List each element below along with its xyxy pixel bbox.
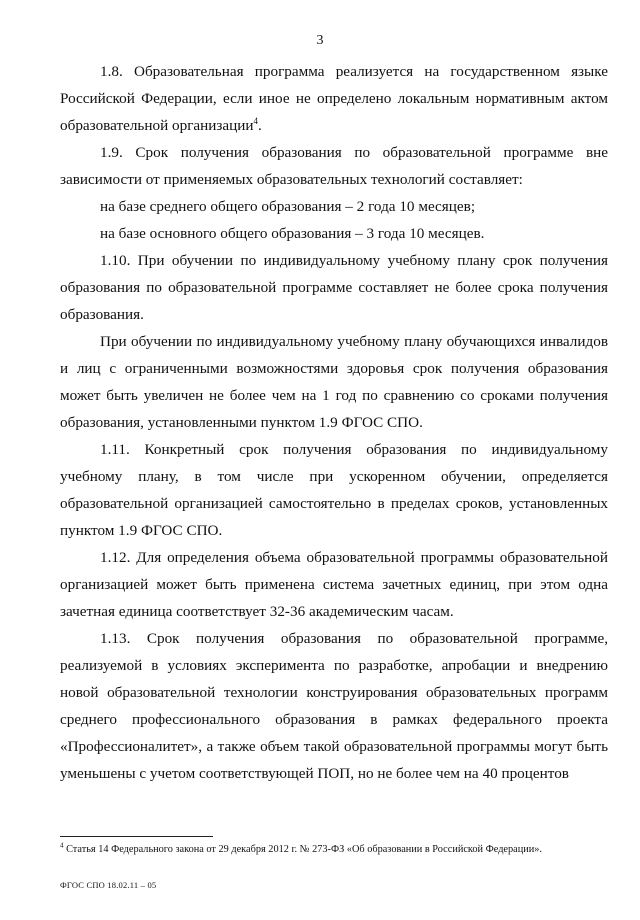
- footnote-reference[interactable]: 4: [253, 115, 259, 126]
- list-item-secondary-general: на базе среднего общего образования – 2 года 10 месяцев;: [100, 198, 476, 215]
- document-code: ФГОС СПО 18.02.11 – 05: [60, 880, 157, 890]
- footnote-text: Статья 14 Федерального закона от 29 декабря 2012 г. № 273-ФЗ «Об образовании в Российской Федерации».: [66, 844, 542, 855]
- paragraph-1-12: 1.12. Для определения объема образовательной программы образовательной организацией может быть применена система зачетных единиц, при этом одна зачетная единица соответствует 32-36 академическим часам.: [60, 549, 608, 620]
- paragraph-punctuation: .: [258, 117, 262, 134]
- page-number: 3: [316, 33, 324, 48]
- paragraph-1-11: 1.11. Конкретный срок получения образования по индивидуальному учебному плану, в том числе при ускоренном обучении, определяется образовательной организацией самостоятельно в пределах сроков, установленных пунктом 1.9 ФГОС СПО.: [60, 441, 608, 539]
- paragraph-1-9: 1.9. Срок получения образования по образовательной программе вне зависимости от применяемых образовательных технологий составляет:: [60, 144, 608, 188]
- paragraph-1-13: 1.13. Срок получения образования по образовательной программе, реализуемой в условиях эксперимента по разработке, апробации и внедрению новой образовательной технологии конструирования образовательных программ среднего профессионального образования в рамках федерального проекта «Профессионалитет», а также объем такой образовательной программы могут быть уменьшены с учетом соответствующей ПОП, но не более чем на 40 процентов: [60, 630, 608, 782]
- footnote: [60, 843, 608, 857]
- paragraph-text: 1.8. Образовательная программа реализуется на государственном языке Российской Федерации, если иное не определено локальным нормативным актом образовательной организации: [60, 63, 608, 134]
- document-body: [60, 58, 608, 787]
- paragraph-1-10: 1.10. При обучении по индивидуальному учебному плану срок получения образования по образовательной программе составляет не более срока получения образования.: [60, 252, 608, 323]
- paragraph-disabled-students: При обучении по индивидуальному учебному плану обучающихся инвалидов и лиц с ограниченными возможностями здоровья срок получения образования может быть увеличен не более чем на 1 год по сравнению со сроками получения образования, установленными пунктом 1.9 ФГОС СПО.: [60, 333, 608, 431]
- list-item-basic-general: на базе основного общего образования – 3 года 10 месяцев.: [100, 225, 485, 242]
- paragraph-1-8: [60, 58, 608, 139]
- footnote-divider: [60, 836, 213, 837]
- footnote-marker: 4: [60, 841, 64, 850]
